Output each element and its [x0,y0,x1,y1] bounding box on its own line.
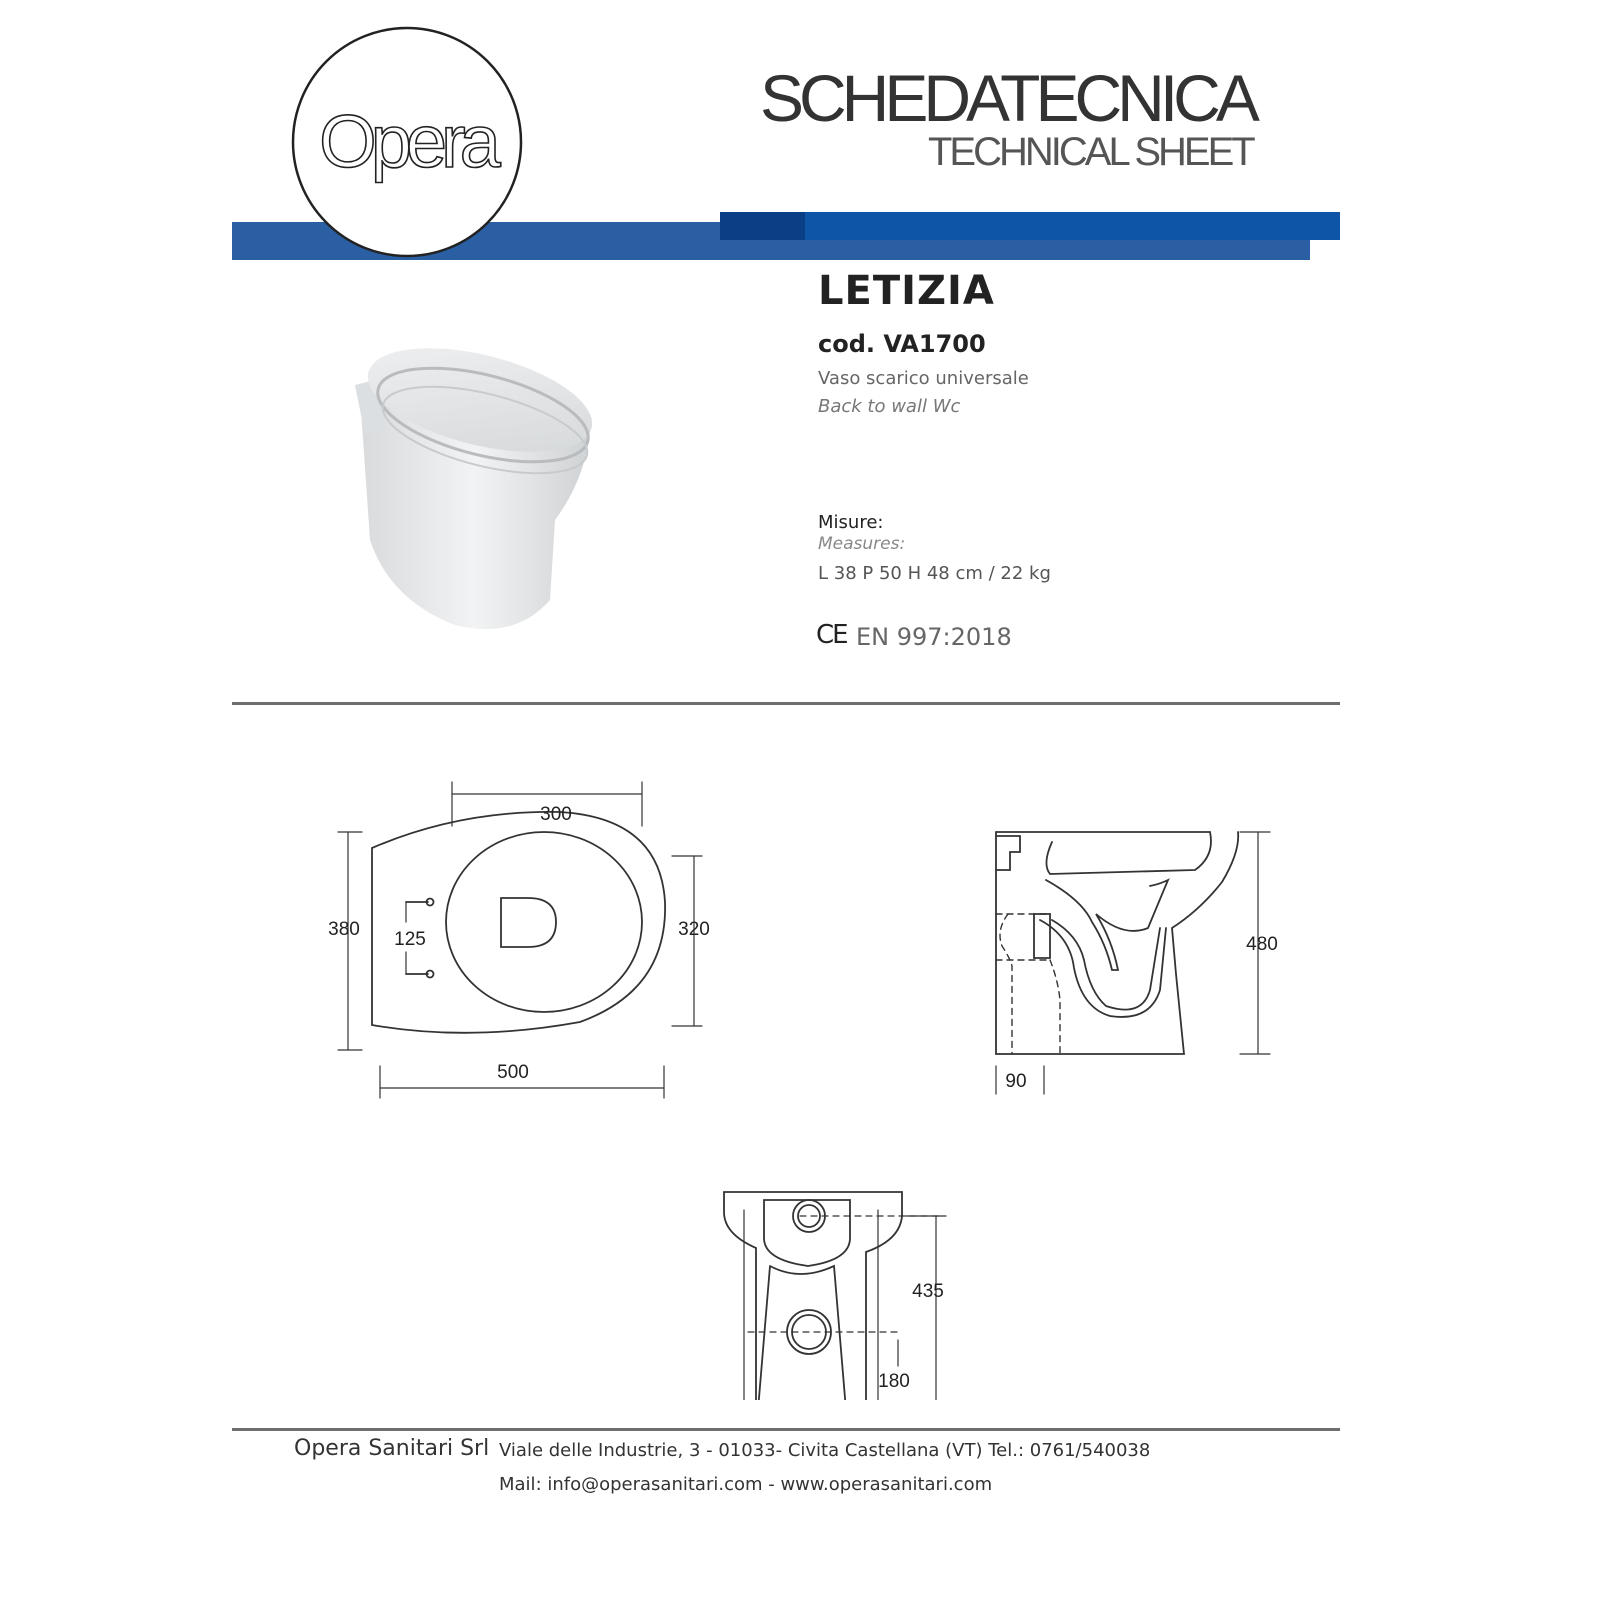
dim-500: 500 [497,1062,529,1083]
dim-380: 380 [328,919,360,940]
dim-300: 300 [540,804,572,825]
top-view-drawing [338,782,702,1098]
dim-320: 320 [678,919,710,940]
ce-mark: CE [816,620,847,650]
divider-top [232,702,1340,705]
drawings-svg [0,760,1600,1400]
measures-value: L 38 P 50 H 48 cm / 22 kg [818,563,1051,584]
measures-label-en: Measures: [818,534,906,554]
divider-bottom [232,1428,1340,1431]
technical-drawings [0,760,1600,1400]
page-subtitle: TECHNICAL SHEET [928,130,1253,174]
dim-90: 90 [1005,1071,1027,1092]
dim-435: 435 [912,1281,944,1302]
brand-logo [290,25,525,260]
product-description-en: Back to wall Wc [818,396,961,417]
dim-125: 125 [394,929,426,950]
product-name: LETIZIA [818,268,995,314]
logo-circle [290,25,525,260]
measures-label: Misure: [818,512,884,533]
dim-480: 480 [1246,934,1278,955]
dim-180: 180 [878,1371,910,1392]
blue-bar-upper [720,212,1340,240]
product-description-it: Vaso scarico universale [818,368,1029,389]
footer-company: Opera Sanitari Srl [294,1436,490,1461]
side-view-drawing [996,832,1270,1094]
product-image [345,340,605,640]
blue-bar-accent [720,212,805,240]
certification-standard: EN 997:2018 [856,623,1012,651]
page-title: SCHEDATECNICA [760,61,1255,135]
logo-text: Opera [319,100,495,183]
toilet-illustration [345,340,605,640]
footer-contact: Mail: info@operasanitari.com - www.operasanitari.com [499,1474,993,1495]
footer-address: Viale delle Industrie, 3 - 01033- Civita Castellana (VT) Tel.: 0761/540038 [499,1440,1151,1461]
product-code: cod. VA1700 [818,330,986,358]
